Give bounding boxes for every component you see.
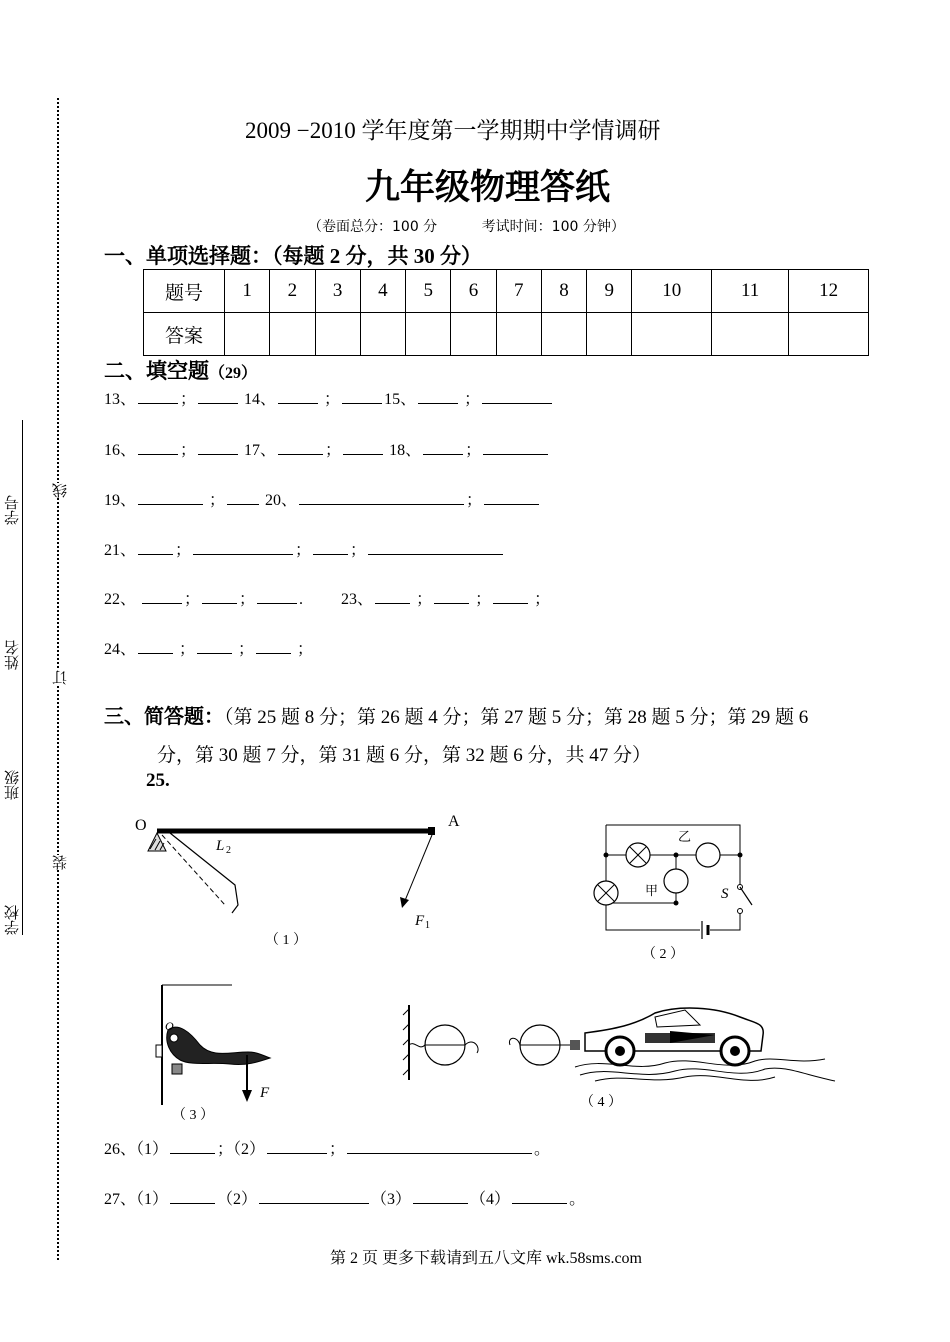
point-o-label: O [165,1019,174,1033]
q13-label: 13、 [104,391,137,408]
q-number-cell: 12 [789,270,869,313]
figure-1-lever [130,805,470,950]
binding-school-label: 学校 [5,905,21,935]
answer-blank[interactable] [267,1139,327,1154]
answer-blank[interactable] [197,639,232,654]
fill-line-16-18: 16、 ； 17、 ； 18、 ； [104,437,550,460]
answer-cell[interactable] [225,313,270,356]
answer-cell[interactable] [712,313,789,356]
section1-title: 一、单项选择题： [104,244,272,268]
answer-table [143,269,869,356]
answer-blank[interactable] [138,639,173,654]
ground-waves-2 [580,1068,835,1081]
figure-3-caption: （ 3 ） [172,1108,214,1123]
answer-blank[interactable] [256,639,291,654]
yi-label: 乙 [678,830,692,845]
binding-name-label: 姓名 [5,640,21,670]
switch-s-label: S [721,886,729,902]
answer-cell[interactable] [541,313,586,356]
q16-label: 16、 [104,442,137,459]
q-number-cell: 3 [315,270,360,313]
answer-blank[interactable] [342,389,382,404]
q27-part2-label: （2） [217,1191,258,1208]
answer-blank[interactable] [202,589,237,604]
q17-label: 17、 [244,442,277,459]
answer-cell[interactable] [587,313,632,356]
answer-cell[interactable] [360,313,405,356]
section3-note-line2: 分，第 30 题 7 分，第 31 题 6 分，第 32 题 6 分，共 47 分） [157,745,652,766]
fill-line-22-23: 22、 ； ； . 23、 ； ； ； [104,591,551,608]
answer-blank[interactable] [484,490,539,505]
answer-table-row-answers [144,313,869,356]
year-title: 2009 −2010 学年度第一学期期中学情调研 [245,118,661,143]
binding-zhuang-label: 装 [50,855,71,870]
pivot-o-dot [170,1034,178,1042]
q-number-cell: 8 [541,270,586,313]
exam-info: （卷面总分：100 分 考试时间：100 分钟） [308,219,625,235]
fill-line-21: 21、 ； ； ； [104,537,505,560]
binding-xian-label: 线 [50,483,71,498]
point-o-label: O [135,817,147,834]
figure-4-caption: （ 4 ） [580,1095,622,1110]
answer-blank[interactable] [278,440,323,455]
answer-blank[interactable] [343,440,383,455]
junction-dot [604,853,609,858]
answer-cell[interactable] [451,313,496,356]
answer-blank[interactable] [170,1189,215,1204]
q27-part3-label: （3） [371,1191,412,1208]
junction-dot [674,901,679,906]
answer-blank[interactable] [493,589,528,604]
q-number-cell: 10 [632,270,712,313]
answer-blank[interactable] [368,540,503,555]
answer-blank[interactable] [259,1189,369,1204]
jia-label: 甲 [645,884,659,899]
figure-3-lever [150,980,280,1125]
figure-1-caption: （ 1 ） [265,933,307,948]
junction-dot [674,853,679,858]
q14-label: 14、 [244,391,277,408]
answer-blank[interactable] [227,490,259,505]
q27-part4-label: （4） [470,1191,511,1208]
car-rope-block [570,1040,580,1050]
answer-blank[interactable] [138,490,203,505]
answer-blank[interactable] [138,440,178,455]
ground-waves-3 [595,1076,775,1081]
meter-yi-icon [696,843,720,867]
binding-number-label: 学号 [5,495,21,525]
section2-note: （29） [209,365,258,382]
answer-blank[interactable] [138,389,178,404]
q26-part2-label: ；（2） [217,1141,266,1158]
lever-body [167,1027,270,1064]
binding-class-label: 班级 [5,770,21,800]
answer-cell[interactable] [315,313,360,356]
row-label-question-number: 题号 [144,270,225,313]
q27-period: 。 [569,1191,586,1208]
answer-blank[interactable] [512,1189,567,1204]
q26-label: 26、（1） [104,1141,169,1158]
answer-blank[interactable] [483,440,548,455]
fill-line-24: 24、 ； ； ； [104,641,314,658]
q19-label: 19、 [104,492,137,509]
q24-label: 24、 [104,641,137,658]
wheel-hub [730,1046,740,1056]
answer-blank[interactable] [299,490,464,505]
hook-right [509,1038,520,1045]
q-number-cell: 1 [225,270,270,313]
answer-blank[interactable] [278,389,318,404]
q20-label: 20、 [265,492,298,509]
switch-contact [738,909,743,914]
answer-table-row-numbers [144,270,869,313]
wheel-hub [615,1046,625,1056]
fill-line-13-15: 13、 ； 14、 ； 15、 ； [104,386,554,409]
l2-subscript: 2 [226,845,231,856]
answer-blank[interactable] [482,389,552,404]
q23-label: 23、 [341,591,374,608]
page-footer: 第 2 页 更多下载请到五八文库 wk.58sms.com [330,1250,643,1267]
meter-jia-icon [664,869,688,893]
answer-blank[interactable] [423,440,463,455]
section1-note: （每题 2 分，共 30 分） [272,244,482,268]
section3-note-line1: （第 25 题 8 分；第 26 题 4 分；第 27 题 5 分；第 28 题 5 分；第 29 题 6 [224,707,809,728]
point-a-label: A [448,813,460,830]
answer-blank[interactable] [347,1139,532,1154]
force-f-label: F [260,1085,270,1101]
f1-subscript: 1 [425,920,430,931]
section1-heading [104,240,482,270]
q15-label: 15、 [384,391,417,408]
section2-title: 二、填空题 [104,359,209,383]
page-title: 九年级物理答纸 [365,168,611,208]
answer-blank[interactable] [418,389,458,404]
figure-2-circuit [590,815,760,965]
l2-label: L [216,838,225,854]
answer-cell[interactable] [270,313,315,356]
answer-blank[interactable] [193,540,293,555]
row-label-answer: 答案 [144,313,225,356]
q22-label: 22、 [104,591,137,608]
figure-2-caption: （ 2 ） [642,947,684,962]
answer-blank[interactable] [375,589,410,604]
fill-line-19-20: 19、 ； 20、 ； [104,487,541,510]
q-number-cell: 7 [496,270,541,313]
lever-end-a [428,827,435,835]
q25-label: 25. [146,770,170,791]
q21-label: 21、 [104,542,137,559]
q-number-cell: 2 [270,270,315,313]
q-number-cell: 5 [406,270,451,313]
section3-heading [104,700,808,729]
answer-blank[interactable] [170,1139,215,1154]
q-number-cell: 11 [712,270,789,313]
answer-blank[interactable] [138,540,173,555]
answer-blank[interactable] [313,540,348,555]
f1-label: F [415,913,425,929]
q26-period: 。 [534,1141,551,1158]
wall-bracket [156,1045,162,1057]
q27-label: 27、（1） [104,1191,169,1208]
q26-line: 26、（1） ；（2） ； 。 [104,1141,551,1158]
answer-cell[interactable] [789,313,869,356]
q-number-cell: 6 [451,270,496,313]
answer-blank[interactable] [434,589,469,604]
q-number-cell: 9 [587,270,632,313]
hook-left-2 [465,1042,478,1053]
answer-cell[interactable] [496,313,541,356]
answer-blank[interactable] [198,440,238,455]
answer-cell[interactable] [406,313,451,356]
lever-weight [172,1064,182,1074]
force-f1-line [404,835,432,903]
force-f1-arrowhead [400,897,409,908]
binding-ding-label: 订 [50,670,71,685]
q18-label: 18、 [389,442,422,459]
q-number-cell: 4 [360,270,405,313]
junction-dot [738,853,743,858]
section2-heading [104,355,257,385]
answer-blank[interactable] [257,589,297,604]
answer-blank[interactable] [198,389,238,404]
answer-cell[interactable] [632,313,712,356]
figure-4-car [395,985,840,1115]
q27-line [104,1186,585,1209]
answer-blank[interactable] [142,589,182,604]
force-f-arrowhead [242,1090,252,1102]
section3-title: 三、简答题： [104,704,224,728]
hook-left [409,1044,425,1047]
answer-blank[interactable] [413,1189,468,1204]
